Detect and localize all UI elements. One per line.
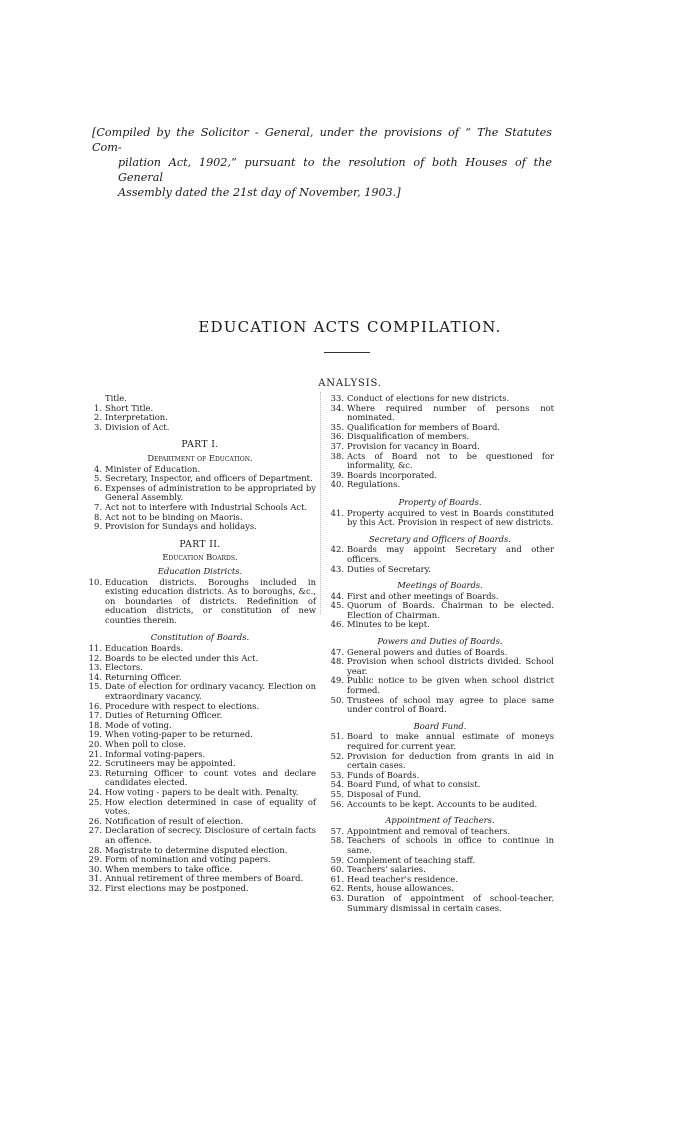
section-title: Public notice to be given when school district formed.	[347, 675, 554, 696]
section-title: Quorum of Boards. Chairman to be elected. Election of Chairman.	[347, 600, 554, 620]
section-entry	[326, 696, 554, 715]
section-title: Secretary, Inspector, and officers of Department.	[105, 473, 313, 484]
section-group-heading: Property of Boards.	[398, 496, 482, 507]
section-title: Notification of result of election.	[105, 815, 244, 826]
section-title: Accounts to be kept. Accounts to be audited.	[347, 798, 538, 809]
section-number: 2.	[94, 412, 102, 423]
section-title: When poll to close.	[105, 739, 186, 749]
section-title: Short Title.	[105, 402, 154, 413]
section-title: When voting-paper to be returned.	[105, 729, 253, 740]
section-title: Acts of Board not to be questioned for informality, &c.	[347, 450, 554, 471]
section-title: General powers and duties of Boards.	[347, 646, 508, 657]
section-list	[326, 648, 554, 715]
section-number: 54.	[330, 779, 344, 790]
section-number: 53.	[330, 769, 344, 780]
section-title: When members to take office.	[105, 863, 233, 874]
section-entry	[84, 423, 316, 433]
section-number: 60.	[330, 864, 344, 875]
section-number: 58.	[330, 835, 344, 846]
section-entry	[84, 884, 316, 894]
section-number: 49.	[330, 675, 344, 686]
section-number: 47.	[330, 646, 344, 657]
section-number: 9.	[94, 521, 102, 532]
section-entry	[326, 509, 554, 528]
section-number: 12.	[88, 652, 102, 663]
section-title: Property acquired to vest in Boards constituted by this Act. Provision in respect of new districts.	[347, 507, 554, 528]
section-title: Where required number of persons not nominated.	[347, 402, 554, 423]
section-group-heading: Secretary and Officers of Boards.	[369, 533, 511, 544]
section-number: 26.	[88, 815, 102, 826]
section-title: Minutes to be kept.	[347, 619, 430, 630]
section-entry	[326, 545, 554, 564]
compilation-note-line: pilation Act, 1902,” pursuant to the resolution of both Houses of the General	[118, 156, 552, 184]
section-number: 38.	[330, 450, 344, 461]
section-number: 10.	[88, 576, 102, 587]
section-number: 44.	[330, 590, 344, 601]
section-list	[84, 404, 316, 433]
section-entry	[84, 798, 316, 817]
compilation-note	[92, 125, 552, 200]
section-title: Education Boards.	[105, 643, 184, 654]
section-title: Minister of Education.	[105, 463, 201, 474]
section-title: First elections may be postponed.	[105, 882, 249, 893]
section-group-heading: Appointment of Teachers.	[385, 815, 495, 826]
section-number: 45.	[330, 600, 344, 611]
section-title: Act not to interfere with Industrial Schools Act.	[105, 501, 308, 512]
section-title: Duration of appointment of school-teacher. Summary dismissal in certain cases.	[347, 892, 554, 913]
section-title: Procedure with respect to elections.	[105, 700, 260, 711]
section-entry	[326, 480, 554, 490]
section-group-heading: Meetings of Boards.	[397, 580, 483, 591]
part-heading: PART I.	[181, 439, 219, 451]
section-number: 55.	[330, 788, 344, 799]
section-number: 16.	[88, 700, 102, 711]
section-group-heading: Powers and Duties of Boards.	[377, 636, 503, 647]
section-number: 25.	[88, 796, 102, 807]
section-number: 51.	[330, 731, 344, 742]
section-title: Regulations.	[347, 479, 401, 490]
section-entry	[326, 752, 554, 771]
section-number: 6.	[94, 482, 102, 493]
section-title: Provision for Sundays and holidays.	[105, 521, 257, 532]
document-title: EDUCATION ACTS COMPILATION.	[198, 318, 502, 336]
section-entry	[326, 676, 554, 695]
section-number: 18.	[88, 719, 102, 730]
section-number: 13.	[88, 662, 102, 673]
compilation-note-line: [Compiled by the Solicitor - General, under the provisions of “ The Statutes Com-	[92, 126, 552, 154]
section-title: Duties of Secretary.	[347, 563, 431, 574]
analysis-left-column	[84, 394, 316, 894]
section-title: Provision for deduction from grants in aid in certain cases.	[347, 750, 554, 771]
section-list	[326, 732, 554, 809]
part-subheading: Department of Education.	[147, 452, 253, 463]
section-list	[84, 578, 316, 626]
section-list	[84, 465, 316, 532]
section-number: 61.	[330, 873, 344, 884]
section-title: Informal voting-papers.	[105, 748, 206, 759]
section-group-heading: Education Districts.	[157, 565, 243, 576]
section-number: 35.	[330, 421, 344, 432]
section-number: 46.	[330, 619, 344, 630]
section-number: 11.	[88, 643, 102, 654]
section-entry	[84, 769, 316, 788]
section-number: 36.	[330, 431, 344, 442]
section-title: Teachers' salaries.	[347, 864, 426, 875]
section-number: 59.	[330, 854, 344, 865]
section-number: 14.	[88, 671, 102, 682]
section-title: Appointment and removal of teachers.	[347, 825, 511, 836]
section-title: Rents, house allowances.	[347, 883, 454, 894]
section-number: 29.	[88, 854, 102, 865]
section-number: 24.	[88, 786, 102, 797]
section-number: 63.	[330, 892, 344, 903]
section-number: 27.	[88, 825, 102, 836]
section-number: 30.	[88, 863, 102, 874]
section-title: Duties of Returning Officer.	[105, 710, 223, 721]
section-entry	[326, 620, 554, 630]
section-title: Interpretation.	[105, 412, 168, 423]
section-number: 34.	[330, 402, 344, 413]
section-list	[84, 644, 316, 893]
section-number: 28.	[88, 844, 102, 855]
section-title: Trustees of school may agree to place same under control of Board.	[347, 694, 554, 715]
section-list	[326, 509, 554, 528]
analysis-right-column	[326, 394, 554, 913]
section-title: First and other meetings of Boards.	[347, 590, 499, 601]
section-title: Act not to be binding on Maoris.	[105, 511, 243, 522]
section-group-heading: Constitution of Boards.	[150, 632, 250, 643]
section-number: 8.	[94, 511, 102, 522]
section-title: Disqualification of members.	[347, 431, 470, 442]
section-number: 50.	[330, 694, 344, 705]
section-title: How voting - papers to be dealt with. Penalty.	[105, 786, 299, 797]
section-entry	[326, 800, 554, 810]
section-title: Magistrate to determine disputed election.	[105, 844, 288, 855]
column-divider	[320, 392, 321, 614]
section-entry	[326, 404, 554, 423]
section-number: 19.	[88, 729, 102, 740]
section-entry	[84, 578, 316, 626]
section-number: 39.	[330, 469, 344, 480]
part-heading: PART II.	[179, 538, 221, 550]
title-entry: Title.	[105, 393, 127, 403]
section-number: 56.	[330, 798, 344, 809]
section-entry	[326, 565, 554, 575]
section-number: 21.	[88, 748, 102, 759]
section-title: Funds of Boards.	[347, 769, 420, 780]
section-title: Declaration of secrecy. Disclosure of certain facts an offence.	[105, 825, 316, 845]
section-title: Returning Officer to count votes and declare candidates elected.	[105, 767, 316, 788]
section-entry	[84, 682, 316, 701]
section-title: Mode of voting.	[105, 719, 172, 730]
section-number: 32.	[88, 882, 102, 893]
section-number: 57.	[330, 825, 344, 836]
section-entry	[326, 657, 554, 676]
section-entry	[84, 826, 316, 845]
section-title: Electors.	[105, 662, 143, 673]
section-title: Scrutineers may be appointed.	[105, 758, 236, 769]
section-title: Date of election for ordinary vacancy. Election on extraordinary vacancy.	[105, 681, 316, 702]
section-title: Provision for vacancy in Board.	[347, 440, 480, 451]
section-number: 41.	[330, 507, 344, 518]
section-title: Conduct of elections for new districts.	[347, 393, 510, 403]
section-number: 42.	[330, 544, 344, 555]
section-title: Expenses of administration to be appropriated by General Assembly.	[105, 482, 316, 503]
section-number: 33.	[330, 393, 344, 403]
section-title: Returning Officer.	[105, 671, 182, 682]
section-title: Boards may appoint Secretary and other officers.	[347, 544, 554, 564]
section-entry	[326, 452, 554, 471]
section-title: Education districts. Boroughs included in existing education districts. As to boroughs, &c., on boundaries of districts. Redefinition of education districts, or constitution of new counties therein.	[105, 576, 316, 625]
section-number: 48.	[330, 656, 344, 667]
section-number: 62.	[330, 883, 344, 894]
section-title: Annual retirement of three members of Board.	[105, 873, 304, 884]
section-title: Form of nomination and voting papers.	[105, 854, 271, 865]
section-entry	[326, 836, 554, 855]
section-number: 7.	[94, 501, 102, 512]
section-entry	[84, 484, 316, 503]
title-rule	[324, 352, 370, 353]
section-entry	[326, 732, 554, 751]
part-subheading: Education Boards.	[162, 552, 238, 563]
section-title: Boards to be elected under this Act.	[105, 652, 259, 663]
section-group-heading: Board Fund.	[413, 720, 467, 731]
section-number: 1.	[94, 402, 102, 413]
analysis-heading: ANALYSIS.	[318, 378, 382, 389]
section-title: Provision when school districts divided. School year.	[347, 656, 554, 676]
section-number: 15.	[88, 681, 102, 692]
section-number: 40.	[330, 479, 344, 490]
section-title: Complement of teaching staff.	[347, 854, 475, 865]
section-entry	[326, 601, 554, 620]
section-number: 4.	[94, 463, 102, 474]
compilation-note-line: Assembly dated the 21st day of November, 1903.]	[118, 186, 401, 199]
section-title: Teachers of schools in office to continue in same.	[347, 835, 554, 855]
section-list	[326, 827, 554, 913]
section-title: Qualification for members of Board.	[347, 421, 500, 432]
section-number: 52.	[330, 750, 344, 761]
section-number: 43.	[330, 563, 344, 574]
section-list	[326, 592, 554, 630]
section-title: Board Fund, of what to consist.	[347, 779, 481, 790]
section-list	[326, 545, 554, 574]
section-entry	[84, 522, 316, 532]
section-title: Head teacher's residence.	[347, 873, 458, 884]
section-list	[326, 394, 554, 490]
section-number: 3.	[94, 421, 102, 432]
section-number: 22.	[88, 758, 102, 769]
section-title: Board to make annual estimate of moneys required for current year.	[347, 731, 554, 751]
section-number: 17.	[88, 710, 102, 721]
section-number: 37.	[330, 440, 344, 451]
section-title: Boards incorporated.	[347, 469, 438, 480]
section-title: How election determined in case of equality of votes.	[105, 796, 316, 817]
section-number: 23.	[88, 767, 102, 778]
section-number: 31.	[88, 873, 102, 884]
section-title: Division of Act.	[105, 421, 170, 432]
section-title: Disposal of Fund.	[347, 788, 422, 799]
section-number: 20.	[88, 739, 102, 749]
section-number: 5.	[94, 473, 102, 484]
section-entry	[326, 894, 554, 913]
